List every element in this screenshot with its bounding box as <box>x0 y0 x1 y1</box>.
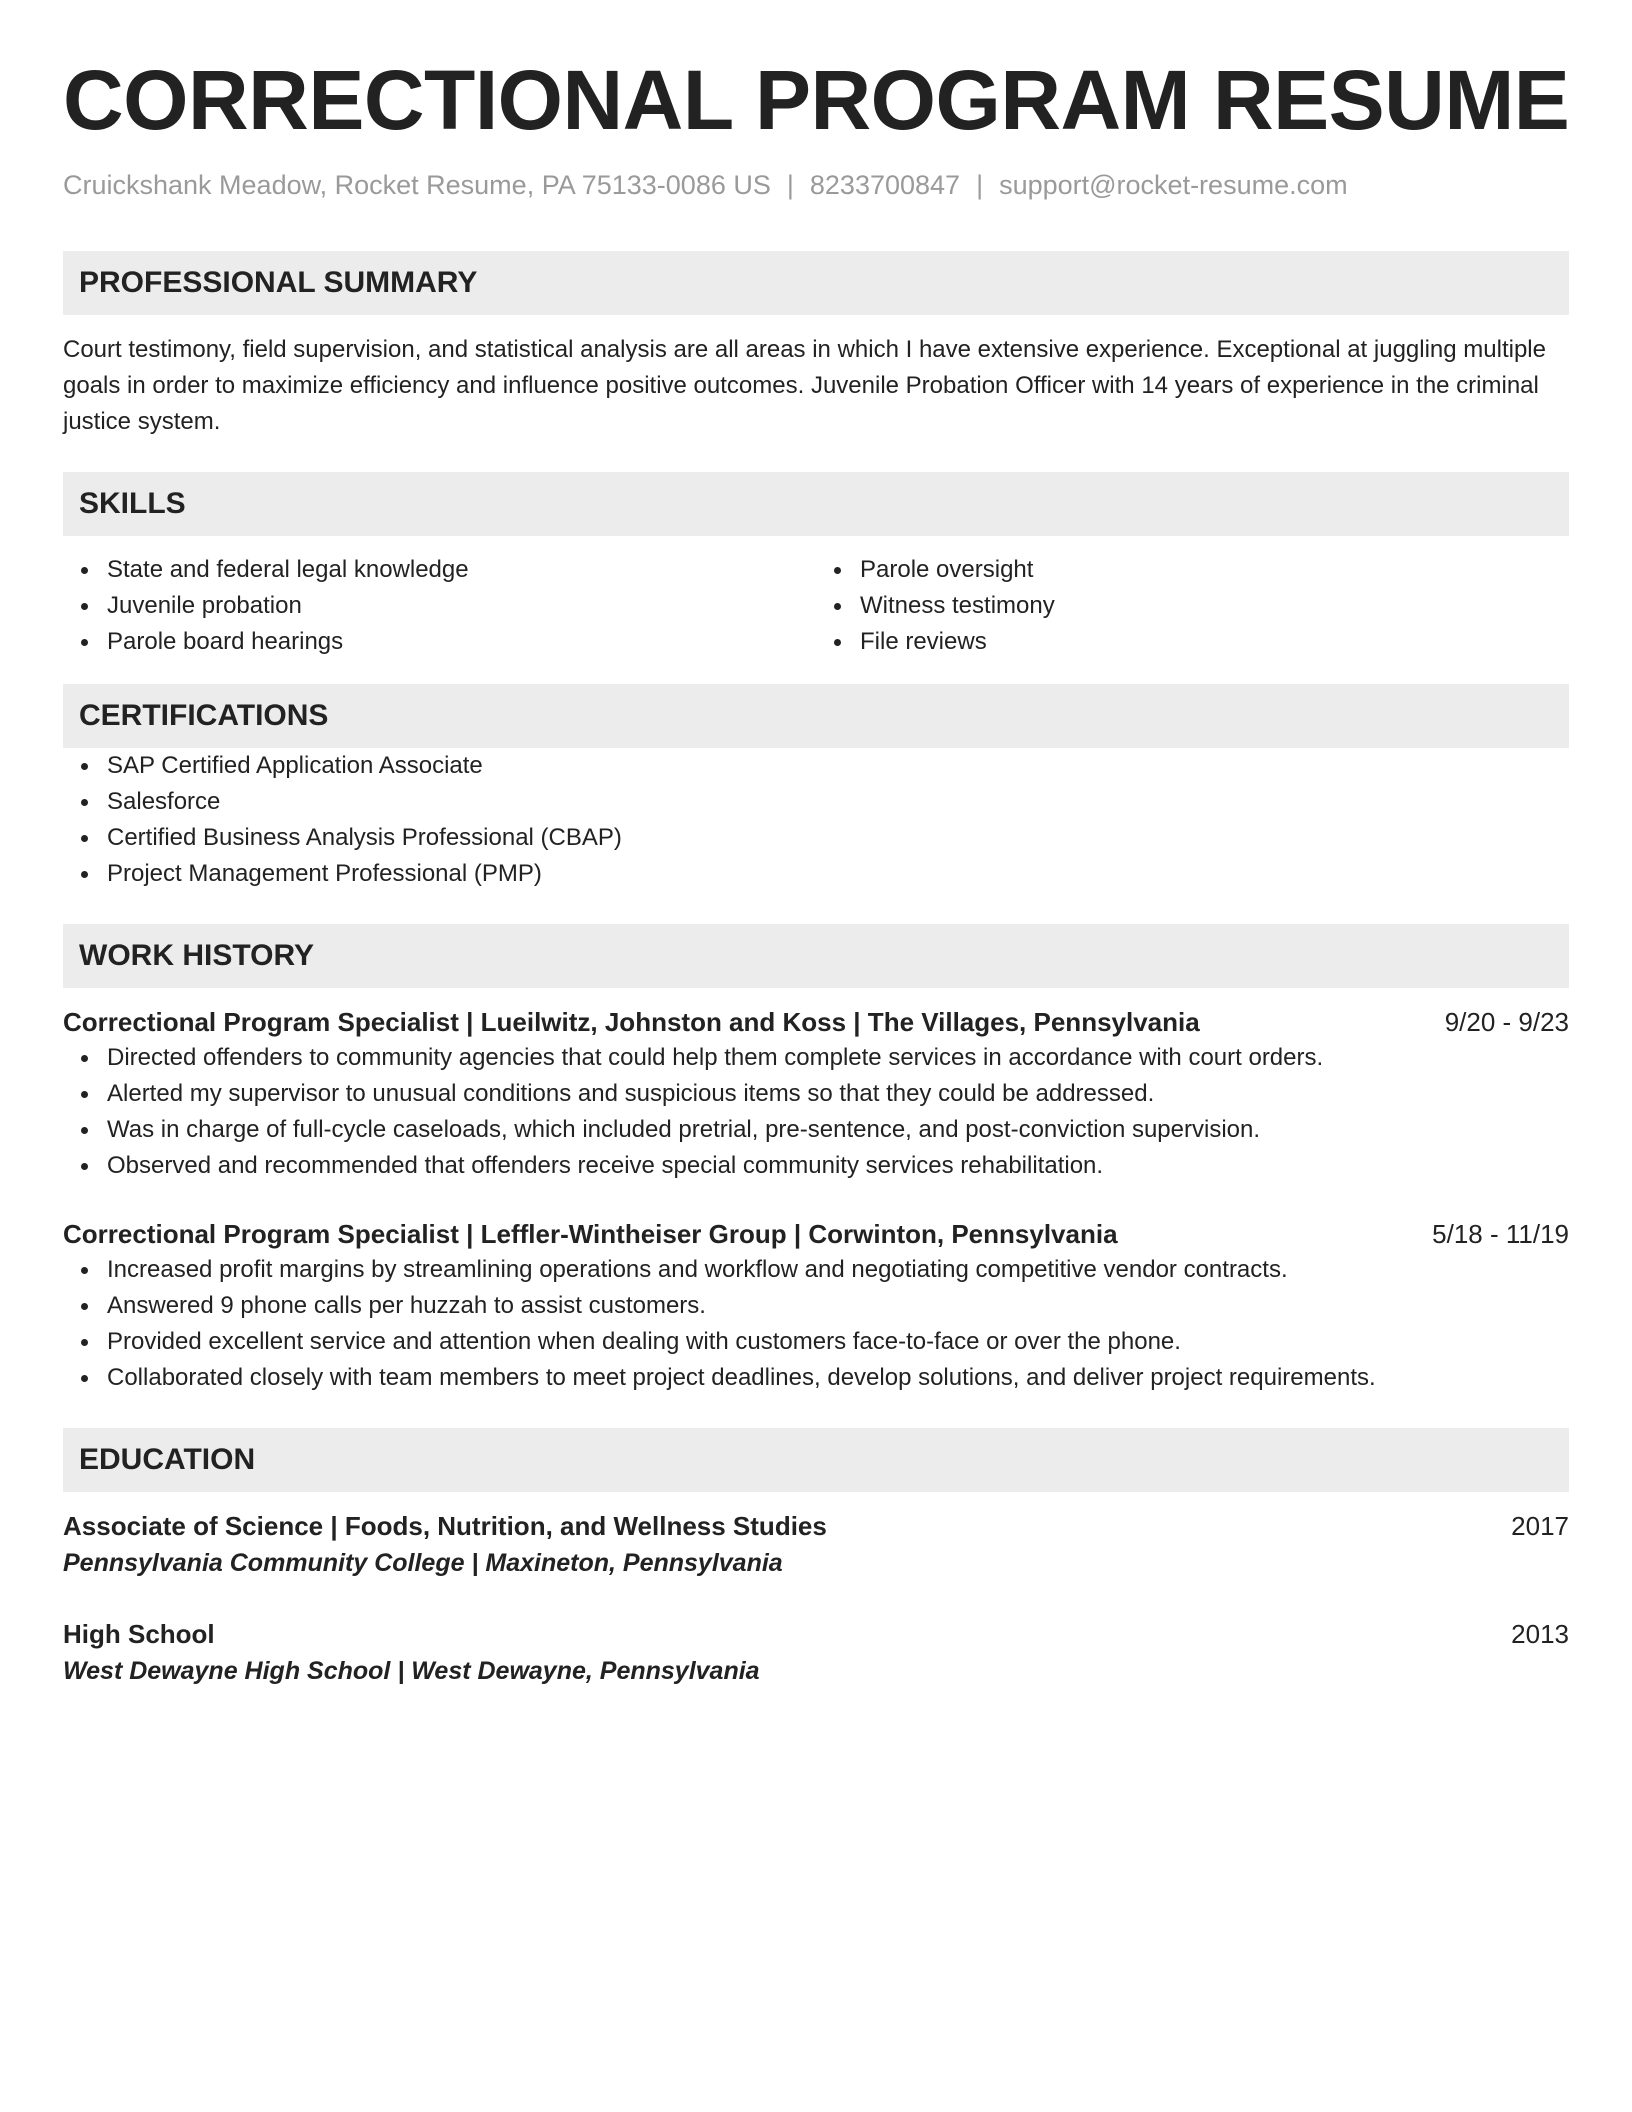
job-entry <box>63 1216 1569 1396</box>
job-bullet: Observed and recommended that offenders receive special community services rehabilitation. <box>107 1148 1569 1184</box>
education-degree: Associate of Science | Foods, Nutrition, and Wellness Studies <box>63 1511 827 1542</box>
job-dates: 5/18 - 11/19 <box>1432 1219 1569 1250</box>
education-heading-row <box>63 1508 1569 1544</box>
skill-item: State and federal legal knowledge <box>107 552 816 588</box>
job-bullet: Alerted my supervisor to unusual conditions and suspicious items so that they could be addressed. <box>107 1076 1569 1112</box>
certification-item: Project Management Professional (PMP) <box>107 856 1569 892</box>
job-bullet-list <box>63 1252 1569 1396</box>
skills-column-right <box>816 552 1569 660</box>
skill-item: File reviews <box>860 624 1569 660</box>
education-school: West Dewayne High School | West Dewayne, Pennsylvania <box>63 1657 760 1686</box>
skills-grid <box>63 552 1569 660</box>
section-header-summary: PROFESSIONAL SUMMARY <box>63 251 1569 315</box>
section-header-skills: SKILLS <box>63 472 1569 536</box>
education-year: 2017 <box>1511 1511 1569 1542</box>
skill-item: Parole oversight <box>860 552 1569 588</box>
summary-text: Court testimony, field supervision, and statistical analysis are all areas in which I have extensive experience. Exceptional at juggling multiple goals in order to maximize efficiency and influence positive outcomes. Juvenile Probation Officer with 14 years of experience in the criminal justice system. <box>63 336 1546 436</box>
contact-line <box>63 170 1569 201</box>
job-dates: 9/20 - 9/23 <box>1444 1007 1569 1038</box>
job-heading-row <box>63 1004 1569 1040</box>
job-bullet: Answered 9 phone calls per huzzah to assist customers. <box>107 1288 1569 1324</box>
resume-title: CORRECTIONAL PROGRAM RESUME <box>63 53 1570 147</box>
certification-item: Certified Business Analysis Professional (CBAP) <box>107 820 1569 856</box>
education-year: 2013 <box>1511 1619 1569 1650</box>
certification-item: SAP Certified Application Associate <box>107 748 1569 784</box>
skill-item: Parole board hearings <box>107 624 816 660</box>
job-bullet: Was in charge of full-cycle caseloads, which included pretrial, pre-sentence, and post-conviction supervision. <box>107 1112 1569 1148</box>
contact-address: Cruickshank Meadow, Rocket Resume, PA 75133-0086 US <box>63 170 771 201</box>
education-heading-row <box>63 1616 1569 1652</box>
skills-list-right <box>816 552 1569 660</box>
job-bullet: Increased profit margins by streamlining operations and workflow and negotiating competitive vendor contracts. <box>107 1252 1569 1288</box>
section-header-certifications: CERTIFICATIONS <box>63 684 1569 748</box>
skills-list-left <box>63 552 816 660</box>
skill-item: Witness testimony <box>860 588 1569 624</box>
education-entry <box>63 1508 1569 1582</box>
job-entry <box>63 1004 1569 1184</box>
job-heading-row <box>63 1216 1569 1252</box>
job-bullet-list <box>63 1040 1569 1184</box>
certification-item: Salesforce <box>107 784 1569 820</box>
contact-separator: | <box>786 170 794 201</box>
contact-email: support@rocket-resume.com <box>999 170 1348 201</box>
education-school: Pennsylvania Community College | Maxineton, Pennsylvania <box>63 1549 783 1578</box>
job-heading: Correctional Program Specialist | Leffler-Wintheiser Group | Corwinton, Pennsylvania <box>63 1219 1118 1250</box>
section-header-work-history: WORK HISTORY <box>63 924 1569 988</box>
skill-item: Juvenile probation <box>107 588 816 624</box>
job-bullet: Provided excellent service and attention when dealing with customers face-to-face or over the phone. <box>107 1324 1569 1360</box>
education-entry <box>63 1616 1569 1690</box>
job-heading: Correctional Program Specialist | Lueilwitz, Johnston and Koss | The Villages, Pennsylvania <box>63 1007 1200 1038</box>
section-header-education: EDUCATION <box>63 1428 1569 1492</box>
education-degree: High School <box>63 1619 215 1650</box>
job-bullet: Collaborated closely with team members to meet project deadlines, develop solutions, and deliver project requirements. <box>107 1360 1569 1396</box>
skills-column-left <box>63 552 816 660</box>
certifications-list <box>63 748 1569 892</box>
contact-phone: 8233700847 <box>809 170 961 201</box>
job-bullet: Directed offenders to community agencies that could help them complete services in accordance with court orders. <box>107 1040 1569 1076</box>
contact-separator: | <box>976 170 984 201</box>
